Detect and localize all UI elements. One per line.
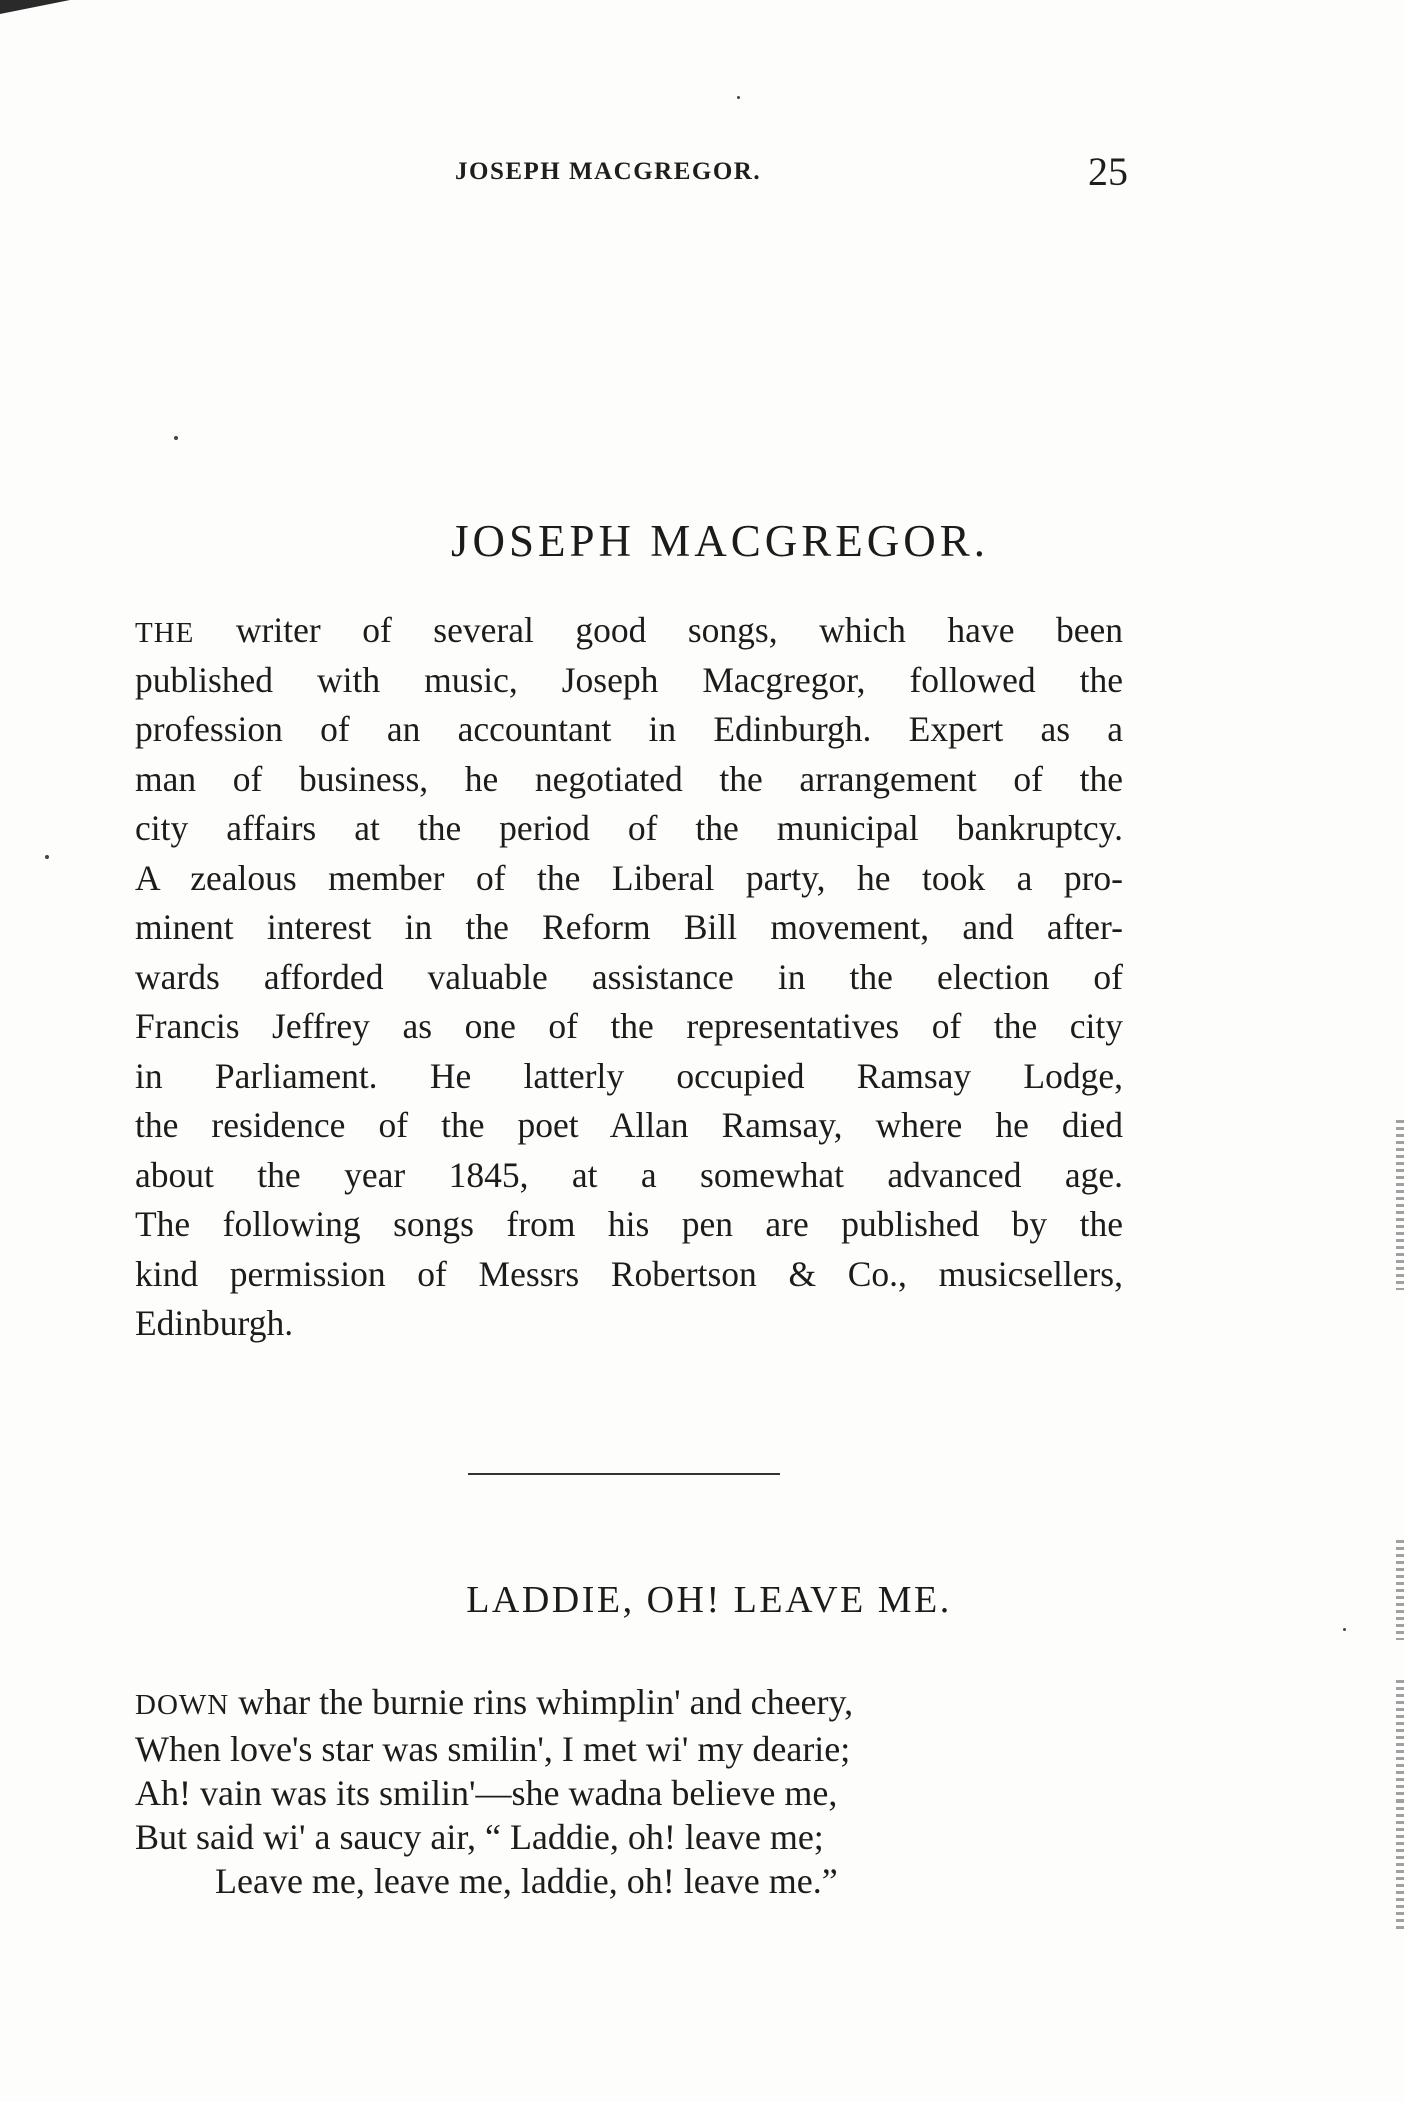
bio-line: in Parliament. He latterly occupied Ramsay Lodge, — [135, 1055, 1123, 1096]
bio-line: about the year 1845, at a somewhat advanced age. — [135, 1154, 1123, 1195]
bio-line: minent interest in the Reform Bill movement, and after- — [135, 907, 1123, 947]
song-title: LADDIE, OH! LEAVE ME. — [466, 1579, 952, 1621]
page-edge-speckle — [1396, 1540, 1404, 1640]
bio-line: Francis Jeffrey as one of the representatives of the city — [135, 1006, 1123, 1046]
biography-paragraph — [135, 606, 1123, 1349]
song-verse — [135, 1680, 1135, 1903]
bio-line: THE writer of several good songs, which have been — [135, 610, 1123, 650]
bio-line: the residence of the poet Allan Ramsay, where he died — [135, 1105, 1123, 1145]
corner-scan-mark — [0, 0, 70, 14]
scan-speck — [174, 436, 178, 440]
bio-line: kind permission of Messrs Robertson & Co., musicsellers, — [135, 1253, 1123, 1294]
verse-line: When love's star was smilin', I met wi' my dearie; — [135, 1729, 851, 1769]
running-head — [0, 149, 1404, 198]
scan-speck — [1343, 1628, 1346, 1631]
bio-line: wards afforded valuable assistance in the election of — [135, 956, 1123, 997]
page-edge-speckle — [1396, 1800, 1404, 1930]
page-edge-speckle — [1396, 1680, 1404, 1800]
section-divider — [468, 1473, 780, 1475]
bio-line: Edinburgh. — [135, 1303, 294, 1343]
running-head-title: JOSEPH MACGREGOR. — [455, 158, 762, 185]
verse-line: But said wi' a saucy air, “ Laddie, oh! leave me; — [135, 1817, 824, 1857]
verse-line-refrain: Leave me, leave me, laddie, oh! leave me.” — [215, 1861, 838, 1901]
bio-lead-word: THE — [135, 617, 195, 649]
bio-line: profession of an accountant in Edinburgh. Expert as a — [135, 709, 1123, 749]
bio-line: man of business, he negotiated the arrangement of the — [135, 758, 1123, 799]
bio-line: published with music, Joseph Macgregor, followed the — [135, 659, 1123, 700]
bio-line: A zealous member of the Liberal party, he took a pro- — [135, 857, 1123, 898]
page-number: 25 — [1088, 149, 1128, 194]
verse-lead-word: DOWN — [135, 1689, 230, 1721]
chapter-title: JOSEPH MACGREGOR. — [450, 516, 990, 566]
scan-speck — [45, 855, 49, 859]
bio-line: city affairs at the period of the municipal bankruptcy. — [135, 808, 1123, 848]
verse-line: DOWN whar the burnie rins whimplin' and cheery, — [135, 1682, 854, 1722]
page-edge-speckle — [1396, 1120, 1404, 1290]
bio-line: The following songs from his pen are published by the — [135, 1204, 1123, 1244]
scan-speck — [737, 96, 740, 99]
verse-line: Ah! vain was its smilin'—she wadna believe me, — [135, 1773, 838, 1813]
